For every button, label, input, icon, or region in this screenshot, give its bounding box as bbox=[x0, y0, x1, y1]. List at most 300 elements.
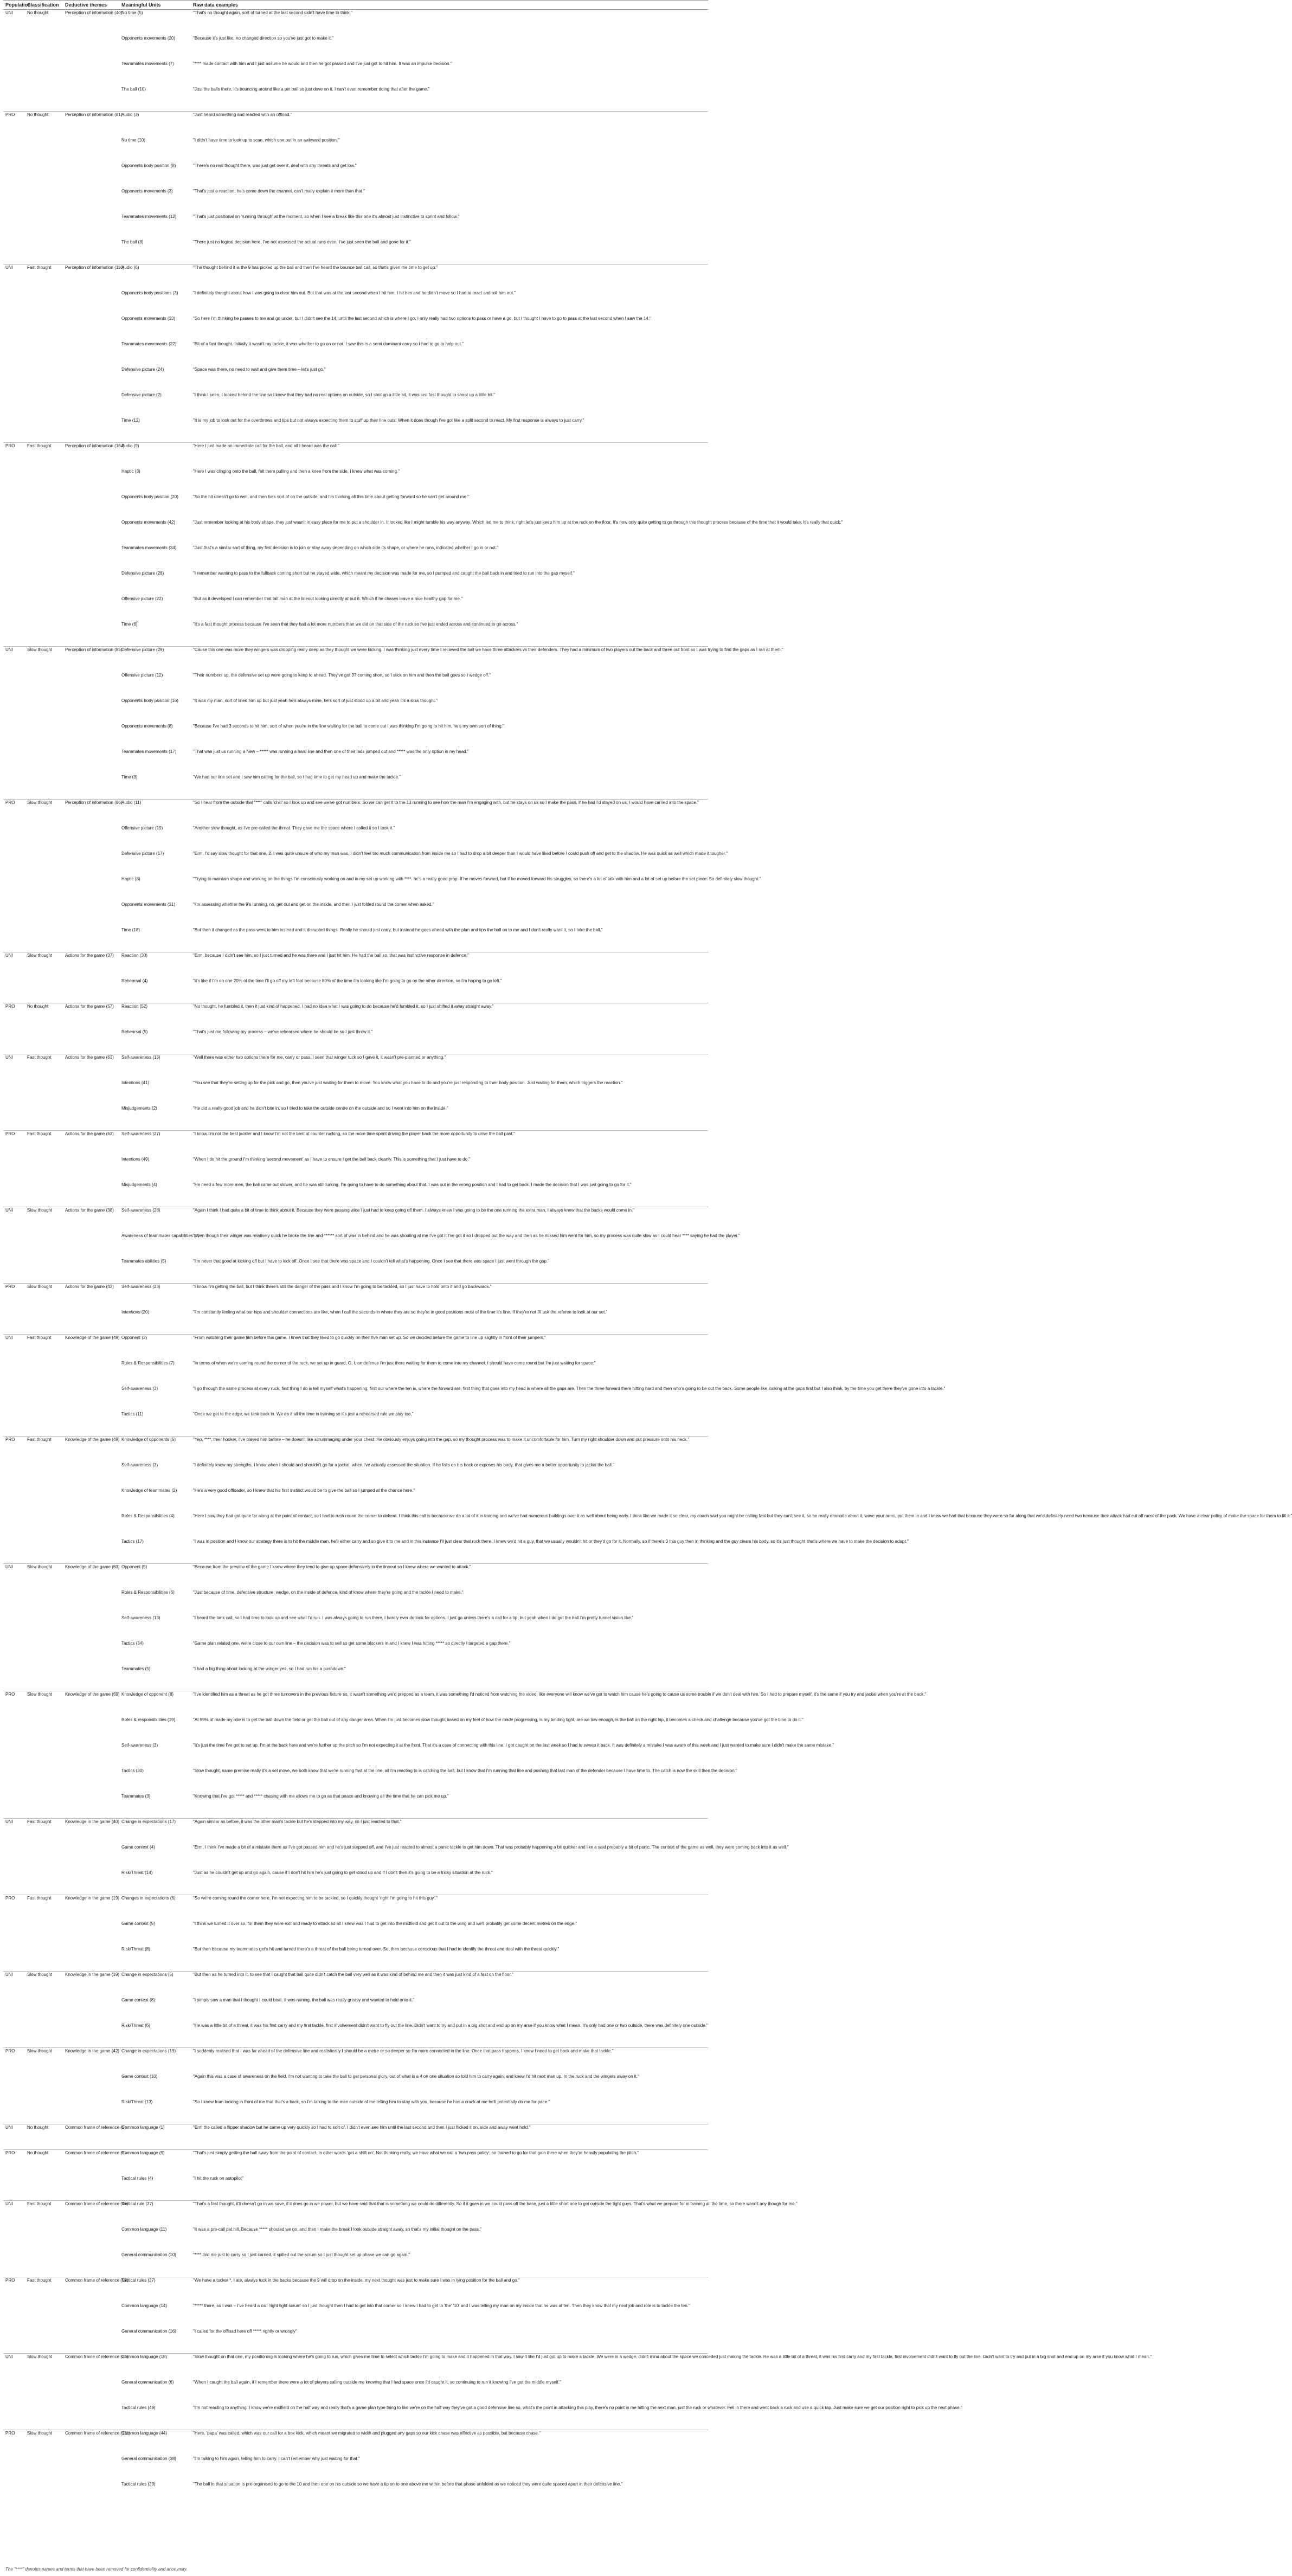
population-cell: UNI bbox=[3, 1819, 25, 1844]
deductive-theme-cell bbox=[63, 35, 119, 61]
classification-cell bbox=[25, 2481, 63, 2507]
deductive-theme-cell bbox=[63, 1105, 119, 1131]
meaningful-unit-cell: Time (12) bbox=[121, 417, 140, 423]
table-row bbox=[3, 698, 708, 723]
population-cell bbox=[3, 214, 25, 239]
population-cell bbox=[3, 2456, 25, 2481]
raw-data-cell: "I remember wanting to pass to the fullback coming short but he stayed wide, which meant my decision was made for me, so I pumped and caught the ball back in and tried to run into the gap myself." bbox=[193, 570, 575, 576]
raw-data-cell: "I hit the ruck on autopilot" bbox=[193, 2175, 243, 2181]
classification-cell bbox=[25, 2073, 63, 2099]
classification-cell bbox=[25, 1462, 63, 1487]
classification-cell bbox=[25, 1742, 63, 1768]
table-row bbox=[3, 1793, 708, 1819]
population-cell bbox=[3, 570, 25, 596]
table-row bbox=[3, 2124, 708, 2150]
table-row bbox=[3, 1564, 708, 1589]
raw-data-cell: "There just no logical decision here, I've not assessed the actual runs even, I've just seen the ball and gone for it." bbox=[193, 239, 411, 244]
population-cell bbox=[3, 1538, 25, 1564]
classification-cell bbox=[25, 341, 63, 366]
meaningful-unit-cell: Tactical rule (27) bbox=[119, 2201, 191, 2226]
classification-cell bbox=[25, 1997, 63, 2023]
meaningful-unit-cell: Tactical rules (29) bbox=[121, 2481, 156, 2487]
classification-cell bbox=[25, 774, 63, 800]
population-cell: PRO bbox=[3, 2048, 25, 2073]
raw-data-cell: "Once we get to the edge, we tank back in. We do it all the time in training so it's just a rehearsed rule we play too." bbox=[193, 1411, 414, 1416]
deductive-theme-cell bbox=[63, 1156, 119, 1182]
table-row bbox=[3, 2023, 708, 2048]
column-header: Deductive themes bbox=[63, 1, 119, 10]
raw-data-cell: "**** told me just to carry so I just carried, it spilled out the scrum so I just thought set up phase we can go again." bbox=[193, 2252, 410, 2257]
classification-cell bbox=[25, 978, 63, 1003]
deductive-theme-cell bbox=[63, 1513, 119, 1538]
classification-cell: No thought bbox=[25, 1003, 63, 1029]
population-cell: UNI bbox=[3, 952, 25, 978]
classification-cell bbox=[25, 2456, 63, 2481]
meaningful-unit-cell: Game context (10) bbox=[121, 2073, 158, 2079]
meaningful-unit-cell: Change in expectations (17) bbox=[119, 1819, 191, 1844]
classification-cell bbox=[25, 1538, 63, 1564]
deductive-theme-cell bbox=[63, 1793, 119, 1819]
meaningful-unit-cell: No time (5) bbox=[119, 10, 191, 35]
deductive-theme-cell: Actions for the game (37) bbox=[63, 952, 119, 978]
raw-data-cell: "He's a very good offloader, so I knew that his first instinct would be to give the ball so I jumped at the chance here." bbox=[193, 1487, 415, 1493]
population-cell bbox=[3, 1080, 25, 1105]
deductive-theme-cell: Actions for the game (63) bbox=[63, 1054, 119, 1080]
deductive-theme-cell bbox=[63, 1487, 119, 1513]
table-row bbox=[3, 2303, 708, 2328]
classification-cell bbox=[25, 1513, 63, 1538]
classification-cell: Fast thought bbox=[25, 1054, 63, 1080]
population-cell: PRO bbox=[3, 1284, 25, 1309]
meaningful-unit-cell: Roles & Responsibilities (4) bbox=[121, 1513, 175, 1518]
population-cell bbox=[3, 366, 25, 392]
deductive-theme-cell bbox=[63, 2099, 119, 2124]
raw-data-cell: "It was a pre-call pat hill. Because ***** shouted we go, and then I make the break I look outside straight away, so that's my initial thought on the pass." bbox=[193, 2226, 482, 2232]
column-header: Raw data examples bbox=[191, 1, 708, 10]
classification-cell bbox=[25, 290, 63, 315]
classification-cell bbox=[25, 1717, 63, 1742]
meaningful-unit-cell: Opponents body position (20) bbox=[121, 494, 178, 499]
deductive-theme-cell bbox=[63, 927, 119, 952]
table-row bbox=[3, 1487, 708, 1513]
table-row bbox=[3, 2252, 708, 2277]
population-cell bbox=[3, 1921, 25, 1946]
deductive-theme-cell bbox=[63, 1666, 119, 1691]
population-cell: UNI bbox=[3, 1207, 25, 1233]
classification-cell bbox=[25, 698, 63, 723]
raw-data-cell: "I go through the same process at every ruck, first thing I do is tell myself what's happening, first our where the ten is, where the forward are, first thing that goes into my head is where all the gaps are. Then the three forward there hitting hard and then who's going to be out the back. Some people like looking at the gaps first but I also think, by the time you get there they've gone into a tackle." bbox=[193, 1386, 946, 1391]
population-cell bbox=[3, 927, 25, 952]
raw-data-cell: "Here I saw they had got quite far along at the point of contact, so I had to rush round the corner to defend. I think this call is because we do a lot of it in training and we've had numerous buildings over it as well about being early. I think like we made it so clear, my coach said you might be calling fast but they can't see it, so be really dramatic about it, wave your arms, put them in and I knew we had that because they were so far along that we'd definitely need two because their attack had cut off most of the pack. We have a clear policy of make the space for them to fill it." bbox=[193, 1513, 1292, 1518]
meaningful-unit-cell: Opponents movements (33) bbox=[121, 315, 176, 321]
raw-data-cell: "That's just positional on 'running through' at the moment, so when I see a break like this one it's almost just instinctive to sprint and follow." bbox=[193, 214, 460, 219]
raw-data-cell: "Because I've had 3 seconds to hit him, sort of when you're in the line waiting for the ball to come out I was thinking I'm going to hit him, he's my own sort of thing." bbox=[193, 723, 504, 729]
table-row bbox=[3, 1972, 708, 1997]
meaningful-unit-cell: Change in expectations (19) bbox=[119, 2048, 191, 2073]
table-row bbox=[3, 315, 708, 341]
meaningful-unit-cell: Awareness of teammates capabilities (2) bbox=[121, 1233, 200, 1238]
table-row bbox=[3, 1335, 708, 1360]
classification-cell bbox=[25, 137, 63, 163]
classification-cell bbox=[25, 545, 63, 570]
table-row bbox=[3, 1768, 708, 1793]
deductive-theme-cell: Perception of information (85) bbox=[63, 647, 119, 672]
classification-cell bbox=[25, 1309, 63, 1335]
deductive-theme-cell: Common frame of reference (57) bbox=[63, 2277, 119, 2303]
meaningful-unit-cell: Intentions (20) bbox=[121, 1309, 150, 1315]
raw-data-cell: "When I do hit the ground I'm thinking 'second movement' as I have to ensure I get the ball back cleanly. This is something that I just have to do." bbox=[193, 1156, 471, 1162]
table-row bbox=[3, 901, 708, 927]
population-cell bbox=[3, 1029, 25, 1054]
table-row bbox=[3, 800, 708, 825]
meaningful-unit-cell: Opponents movements (3) bbox=[121, 188, 173, 194]
classification-cell bbox=[25, 723, 63, 749]
meaningful-unit-cell: Game context (8) bbox=[121, 1997, 155, 2002]
population-cell: PRO bbox=[3, 2150, 25, 2175]
population-cell bbox=[3, 1258, 25, 1284]
deductive-theme-cell bbox=[63, 468, 119, 494]
deductive-theme-cell bbox=[63, 61, 119, 86]
classification-cell bbox=[25, 2303, 63, 2328]
deductive-theme-cell bbox=[63, 1921, 119, 1946]
population-cell bbox=[3, 723, 25, 749]
classification-cell bbox=[25, 1360, 63, 1386]
classification-cell: Fast thought bbox=[25, 443, 63, 468]
population-cell bbox=[3, 239, 25, 265]
deductive-theme-cell bbox=[63, 1844, 119, 1870]
raw-data-cell: "That's a fast thought, it'll doesn't go in we save, if it does go in we power, but we have said that that is something we could do differently. So if it goes in we could pass off the base, just a little short one to get outside the tight guys. That's what we prepare for in training all the time, so there wasn't any though for me." bbox=[191, 2201, 708, 2226]
raw-data-cell: "I know I'm getting the ball, but I think there's still the danger of the pass and I know I'm going to be tackled, so I just have to hold onto it and go backwards." bbox=[191, 1284, 708, 1309]
deductive-theme-cell bbox=[63, 876, 119, 901]
classification-cell: Slow thought bbox=[25, 1284, 63, 1309]
deductive-theme-cell bbox=[63, 341, 119, 366]
raw-data-cell: "Erm the called a flipper shadow but he came up very quickly so I had to sort of, I didn't even see him until the last second and then I just flicked it on, side and away went hold." bbox=[191, 2124, 708, 2150]
deductive-theme-cell bbox=[63, 698, 119, 723]
raw-data-cell: "Trying to maintain shape and working on the things I'm consciously working on and in my set up working with ****. he's a really good prop. If he moves forward, but if he moved forward his struggles, so there's a lot of talk with him and a lot of set up before the set piece. So definitely slow thought." bbox=[193, 876, 761, 881]
population-cell bbox=[3, 1946, 25, 1972]
population-cell bbox=[3, 672, 25, 698]
raw-data-cell: "He need a few more men, the ball came out slower, and he was still lurking. I'm going to have to do something about that. I was out in the wrong position and I had to get back. I made the decision that I was just going to go for it." bbox=[193, 1182, 632, 1187]
meaningful-unit-cell: Teammates movements (7) bbox=[121, 61, 174, 66]
table-row bbox=[3, 2073, 708, 2099]
classification-cell bbox=[25, 1105, 63, 1131]
raw-data-cell: "It's just the time I've got to set up. I'm at the back here and we're further up the pitch so I'm not expecting it at the front. That it's a case of connecting with this line. I got caught on the last week so I had to sweep it back. It was definitely a mistake I was aware of this week and I just wanted to make sure I didn't make the same mistake." bbox=[193, 1742, 834, 1748]
population-cell bbox=[3, 2252, 25, 2277]
meaningful-unit-cell: Tactics (17) bbox=[121, 1538, 144, 1544]
table-row bbox=[3, 468, 708, 494]
meaningful-unit-cell: Defensive picture (28) bbox=[121, 570, 164, 576]
classification-cell bbox=[25, 1156, 63, 1182]
deductive-theme-cell bbox=[63, 545, 119, 570]
classification-cell bbox=[25, 35, 63, 61]
table-row bbox=[3, 2430, 708, 2456]
classification-cell: Slow thought bbox=[25, 2354, 63, 2379]
table-header bbox=[3, 1, 708, 10]
table-row bbox=[3, 596, 708, 621]
classification-cell bbox=[25, 86, 63, 112]
population-cell bbox=[3, 1870, 25, 1895]
raw-data-cell: "Erm, I'd say slow thought for that one, 2. I was quite unsure of who my man was, I didn't feel too much communication from inside me so I had to drop a bit deeper than I would have liked before I could push off and get to the shadow. He was quick as well which made it tougher." bbox=[193, 851, 728, 856]
deductive-theme-cell bbox=[63, 1411, 119, 1437]
population-cell bbox=[3, 2405, 25, 2430]
meaningful-unit-cell: General communication (16) bbox=[121, 2328, 176, 2334]
deductive-theme-cell bbox=[63, 2226, 119, 2252]
deductive-theme-cell: Actions for the game (57) bbox=[63, 1003, 119, 1029]
raw-data-cell: "But then as he turned into it, to see that I caught that ball quite didn't catch the ball very well as it was kind of behind me and then it was just kind of a fast on the floor." bbox=[191, 1972, 708, 1997]
classification-cell bbox=[25, 214, 63, 239]
raw-data-cell: "I'm constantly feeling what our hips and shoulder connections are like, when I call the seconds in where they are so they're in good positions most of the time it's fine. If they're not I'll ask the referee to look at our set." bbox=[193, 1309, 608, 1315]
meaningful-unit-cell: Defensive picture (17) bbox=[121, 851, 164, 856]
population-cell bbox=[3, 2226, 25, 2252]
table-row bbox=[3, 2201, 708, 2226]
meaningful-unit-cell: Risk/Threat (14) bbox=[121, 1870, 153, 1875]
classification-cell bbox=[25, 366, 63, 392]
raw-data-cell: "I simply saw a man that I thought I could beat. It was raining, the ball was really greasy and wanted to hold onto it." bbox=[193, 1997, 415, 2002]
table-row bbox=[3, 1233, 708, 1258]
classification-cell: Fast thought bbox=[25, 1437, 63, 1462]
population-cell: UNI bbox=[3, 2354, 25, 2379]
raw-data-cell: "We had our line set and I saw him calling for the ball, so I had time to get my head up and make the tackle." bbox=[193, 774, 401, 780]
classification-cell bbox=[25, 494, 63, 519]
raw-data-cell: "I called for the offload here off ***** rightly or wrongly" bbox=[193, 2328, 297, 2334]
table-row bbox=[3, 1615, 708, 1640]
raw-data-cell: "***** there, so I was – I've heard a call 'right tight scrum' so I just thought then I had to get into that corner so I knew I had to get to 'the' '10' and I was telling my man on my inside that he was at ten. Then they know that my next job and role is to tackle the ten." bbox=[193, 2303, 690, 2308]
meaningful-unit-cell: Reaction (30) bbox=[119, 952, 191, 978]
population-cell bbox=[3, 851, 25, 876]
table-row bbox=[3, 1691, 708, 1717]
raw-data-cell: "**** made contact with him and I just assume he would and then he got passed and I've just got to hit him. It was an impulse decision." bbox=[193, 61, 452, 66]
meaningful-unit-cell: Common language (18) bbox=[119, 2354, 191, 2379]
classification-cell bbox=[25, 1258, 63, 1284]
classification-cell bbox=[25, 1487, 63, 1513]
deductive-theme-cell bbox=[63, 2303, 119, 2328]
deductive-theme-cell bbox=[63, 1717, 119, 1742]
deductive-theme-cell: Knowledge of the game (49) bbox=[63, 1335, 119, 1360]
population-cell bbox=[3, 1768, 25, 1793]
raw-data-cell: "I think I seen, I looked behind the line so I knew that they had no real options on outside, so I shot up a little bit, it was just fast thought to shoot up a little bit." bbox=[193, 392, 496, 397]
deductive-theme-cell: Common frame of reference (9) bbox=[63, 2150, 119, 2175]
classification-cell bbox=[25, 1615, 63, 1640]
classification-cell bbox=[25, 239, 63, 265]
table-row bbox=[3, 1131, 708, 1156]
population-cell bbox=[3, 621, 25, 647]
deductive-theme-cell bbox=[63, 1360, 119, 1386]
deductive-theme-cell: Perception of information (40) bbox=[63, 10, 119, 35]
meaningful-unit-cell: The ball (10) bbox=[121, 86, 146, 92]
table-row bbox=[3, 290, 708, 315]
classification-cell: Fast thought bbox=[25, 265, 63, 290]
deductive-theme-cell bbox=[63, 749, 119, 774]
classification-cell bbox=[25, 851, 63, 876]
classification-cell bbox=[25, 621, 63, 647]
table-row bbox=[3, 1360, 708, 1386]
deductive-theme-cell bbox=[63, 978, 119, 1003]
table-row bbox=[3, 1054, 708, 1080]
table-row bbox=[3, 1080, 708, 1105]
classification-cell: No thought bbox=[25, 2150, 63, 2175]
deductive-theme-cell: Common frame of reference (46) bbox=[63, 2201, 119, 2226]
raw-data-cell: "He did a really good job and he didn't bite in, so I tried to take the outside centre on the outside and so I went into him on the inside." bbox=[193, 1105, 448, 1111]
table-row bbox=[3, 443, 708, 468]
deductive-theme-cell bbox=[63, 1080, 119, 1105]
meaningful-unit-cell: Teammates (3) bbox=[121, 1793, 151, 1799]
table-row bbox=[3, 392, 708, 417]
raw-data-cell: "Yep, ****, their hooker, I've played him before – he doesn't like scrummaging under your chest. He obviously enjoys going into the gap, so my thought process was to make it uncomfortable for him. Turn my right shoulder down and put pressure onto his neck." bbox=[191, 1437, 708, 1462]
population-cell bbox=[3, 290, 25, 315]
classification-cell bbox=[25, 901, 63, 927]
classification-cell: Slow thought bbox=[25, 1207, 63, 1233]
classification-cell: Slow thought bbox=[25, 647, 63, 672]
population-cell bbox=[3, 137, 25, 163]
deductive-theme-cell bbox=[63, 2481, 119, 2507]
deductive-theme-cell bbox=[63, 2175, 119, 2201]
deductive-theme-cell bbox=[63, 672, 119, 698]
classification-cell: Slow thought bbox=[25, 952, 63, 978]
meaningful-unit-cell: Knowledge of teammates (2) bbox=[121, 1487, 177, 1493]
meaningful-unit-cell: Reaction (52) bbox=[119, 1003, 191, 1029]
raw-data-cell: "Just as he couldn't get up and go again, cause if I don't hit him he's just going to get stood up and if I don't then it's going to be a tricky situation at the ruck." bbox=[193, 1870, 493, 1875]
classification-cell: Fast thought bbox=[25, 1335, 63, 1360]
population-cell bbox=[3, 1360, 25, 1386]
table-row bbox=[3, 86, 708, 112]
raw-data-cell: "I definitely know my strengths, I know when I should and shouldn't go for a jackal, when I've actually assessed the situation. If he falls on his back or exposes his body, that gives me a better opportunity to jackal the ball." bbox=[193, 1462, 615, 1467]
deductive-theme-cell bbox=[63, 2456, 119, 2481]
meaningful-unit-cell: Common language (11) bbox=[121, 2226, 167, 2232]
meaningful-unit-cell: Teammates movements (34) bbox=[121, 545, 177, 550]
deductive-theme-cell: Common frame of reference (29) bbox=[63, 2354, 119, 2379]
meaningful-unit-cell: Roles & responsibilities (19) bbox=[121, 1717, 176, 1722]
classification-cell bbox=[25, 1386, 63, 1411]
meaningful-unit-cell: Haptic (3) bbox=[121, 468, 140, 474]
population-cell bbox=[3, 1640, 25, 1666]
population-cell bbox=[3, 1742, 25, 1768]
population-cell bbox=[3, 1182, 25, 1207]
deductive-theme-cell bbox=[63, 1386, 119, 1411]
deductive-theme-cell bbox=[63, 901, 119, 927]
raw-data-cell: "In terms of when we're coming round the corner of the ruck, we set up in guard, G, I, on defence I'm just there waiting for them to come into my channel. I should have come round but I'm just waiting for space." bbox=[193, 1360, 596, 1366]
raw-data-cell: "Just remember looking at his body shape, they just wasn't in easy place for me to put a shoulder in. It looked like I might tumble his way anyway. Which led me to think, right let's just keep him up at the ruck on the floor. It's now only quite getting to go through this thought process because of the time that it would take. It's really that quick." bbox=[193, 519, 843, 525]
classification-cell bbox=[25, 1640, 63, 1666]
classification-cell bbox=[25, 876, 63, 901]
population-cell bbox=[3, 2099, 25, 2124]
meaningful-unit-cell: Opponents body positions (3) bbox=[121, 290, 178, 295]
raw-data-cell: "Just heard something and reacted with an offload." bbox=[191, 112, 708, 137]
meaningful-unit-cell: Audio (9) bbox=[119, 443, 191, 468]
raw-data-cell: "I was in position and I know our strategy there is to hit the middle man, he'll either carry and so give it to me and in this instance I'll just clear that ruck there. I knew we'd hit a guy, that we usually wouldn't hit or they'd go for it. Normally, so if there's 3 this guy then in thinking and the guy clears his body, so it's just thought 'that's where we have to make the decision to adapt.'" bbox=[193, 1538, 910, 1544]
deductive-theme-cell bbox=[63, 570, 119, 596]
population-cell bbox=[3, 1487, 25, 1513]
meaningful-unit-cell: Roles & Responsibilities (7) bbox=[121, 1360, 175, 1366]
raw-data-cell: "But as it developed I can remember that tall man at the lineout looking directly at out 8. Which if he chases leave a nice healthy gap for me." bbox=[193, 596, 463, 601]
deductive-theme-cell bbox=[63, 1182, 119, 1207]
population-cell bbox=[3, 1844, 25, 1870]
table-row bbox=[3, 2354, 708, 2379]
population-cell bbox=[3, 1105, 25, 1131]
classification-cell: Slow thought bbox=[25, 2048, 63, 2073]
deductive-theme-cell bbox=[63, 1309, 119, 1335]
population-cell bbox=[3, 1666, 25, 1691]
table-row bbox=[3, 1105, 708, 1131]
meaningful-unit-cell: Audio (3) bbox=[119, 112, 191, 137]
deductive-theme-cell bbox=[63, 494, 119, 519]
deductive-theme-cell bbox=[63, 1258, 119, 1284]
table-header-row bbox=[3, 1, 708, 10]
table-row bbox=[3, 647, 708, 672]
meaningful-unit-cell: Common language (9) bbox=[119, 2150, 191, 2175]
classification-cell bbox=[25, 417, 63, 443]
meaningful-unit-cell: Self-awareness (13) bbox=[121, 1615, 160, 1620]
population-cell: PRO bbox=[3, 1437, 25, 1462]
classification-cell bbox=[25, 927, 63, 952]
classification-cell bbox=[25, 1080, 63, 1105]
raw-data-cell: "It's like if I'm on one 20% of the time I'll go off my left foot because 80% of the time I'm looking like I'm going to go on the other direction, so I'm hoping to go left." bbox=[193, 978, 502, 983]
table-row bbox=[3, 2405, 708, 2430]
meaningful-unit-cell: Risk/Threat (8) bbox=[121, 1946, 150, 1952]
classification-cell: Fast thought bbox=[25, 2201, 63, 2226]
table-row bbox=[3, 1589, 708, 1615]
raw-data-cell: "Because from the preview of the game I knew where they tend to give up space defensively in the lineout so I knew where we wanted to attack." bbox=[191, 1564, 708, 1589]
meaningful-unit-cell: Audio (6) bbox=[119, 265, 191, 290]
raw-data-cell: "Erm, I think I've made a bit of a mistake there as I've got passed him and he's just stepped off, and I've just reacted to almost a panic tackle to get him down. That was probably happening a bit quicker and like a said probably a bit of panic. The context of the game as well, they were coming back into it as well." bbox=[193, 1844, 789, 1850]
raw-data-cell: "It is my job to look out for the overthrows and tips but not always expecting them to stuff up their line outs. When it does though I've got like a split second to react. My first response is always to just carry." bbox=[193, 417, 584, 423]
classification-cell bbox=[25, 519, 63, 545]
meaningful-unit-cell: Change in expectations (5) bbox=[119, 1972, 191, 1997]
population-cell bbox=[3, 596, 25, 621]
table-row bbox=[3, 851, 708, 876]
classification-cell bbox=[25, 2226, 63, 2252]
population-cell bbox=[3, 1997, 25, 2023]
raw-data-cell: "But then it changed as the pass went to him instead and it disrupted things. Really he should just carry, but instead he goes ahead with the plan and tips the ball on to me and I don't really want it, so I take the ball." bbox=[193, 927, 603, 932]
population-cell bbox=[3, 1233, 25, 1258]
raw-data-cell: "So the hit doesn't go to well, and then he's sort of on the outside, and I'm thinking all this time about getting forward so he can't get around me." bbox=[193, 494, 469, 499]
deductive-theme-cell: Knowledge of the game (49) bbox=[63, 1437, 119, 1462]
raw-data-cell: "At 99% of made my role is to get the ball down the field or get the ball out of any danger area. When I'm just becomes slow thought based on my feel of how the made progressing, is my binding tight, are we low enough, is the ball on the right hip, it becomes a check and challenge because you've got the time to do it." bbox=[193, 1717, 804, 1722]
population-cell bbox=[3, 1309, 25, 1335]
population-cell bbox=[3, 1513, 25, 1538]
table-row bbox=[3, 494, 708, 519]
classification-cell bbox=[25, 1666, 63, 1691]
meaningful-unit-cell: Tactics (11) bbox=[121, 1411, 144, 1416]
table-row bbox=[3, 1156, 708, 1182]
table-row bbox=[3, 61, 708, 86]
raw-data-cell: "Again similar as before, it was the other man's tackle but he's stepped into my way, so I just reacted to that." bbox=[191, 1819, 708, 1844]
table-row bbox=[3, 978, 708, 1003]
meaningful-unit-cell: Defensive picture (2) bbox=[121, 392, 162, 397]
table-row bbox=[3, 214, 708, 239]
population-cell: UNI bbox=[3, 1054, 25, 1080]
deductive-theme-cell bbox=[63, 2073, 119, 2099]
table-row bbox=[3, 749, 708, 774]
population-cell bbox=[3, 2328, 25, 2354]
raw-data-cell: "It was my man, sort of lined him up but just yeah he's always mine, he's sort of just stood up a bit and yeah it's a slow thought." bbox=[193, 698, 438, 703]
table-row bbox=[3, 952, 708, 978]
raw-data-cell: "The thought behind it is the 9 has picked up the ball and then I've heard the bounce ball call, so that's given me time to get up." bbox=[191, 265, 708, 290]
deductive-theme-cell bbox=[63, 2379, 119, 2405]
meaningful-unit-cell: Teammates movements (17) bbox=[121, 749, 177, 754]
classification-cell bbox=[25, 1182, 63, 1207]
raw-data-cell: "Their numbers up, the defensive set up were going to keep to ahead. They've got 3? coming short, so I stick on him and then the ball goes so I wedge off." bbox=[193, 672, 491, 678]
meaningful-unit-cell: Self-awareness (3) bbox=[121, 1462, 158, 1467]
deductive-theme-cell bbox=[63, 163, 119, 188]
table-row bbox=[3, 1640, 708, 1666]
table-row bbox=[3, 1258, 708, 1284]
table-row bbox=[3, 163, 708, 188]
table-row bbox=[3, 1309, 708, 1335]
population-cell bbox=[3, 1156, 25, 1182]
classification-cell bbox=[25, 1233, 63, 1258]
column-header: Population bbox=[3, 1, 25, 10]
table-row bbox=[3, 1819, 708, 1844]
